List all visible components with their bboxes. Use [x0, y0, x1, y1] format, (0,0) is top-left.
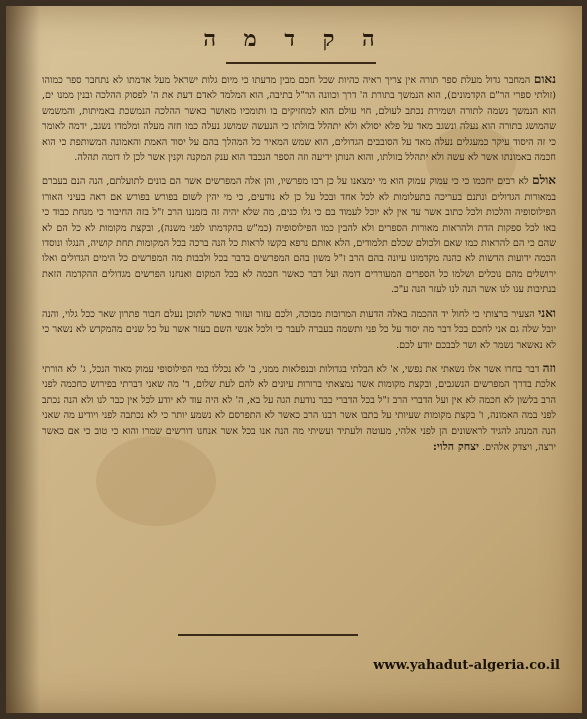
title-rule [226, 62, 376, 64]
closing-rule [178, 634, 358, 636]
paragraph-lead: נאום [533, 72, 556, 86]
body-text [42, 72, 556, 463]
paragraph-text: הצעיר ברצותי כי לחול יד ההכמה באלה הדעות המרובות מבוכה, ולכם עזור ועזור כאשר לתוכן נעלם חבור פתרון שאר ככל גלוי, והנה יובל שלה גם אני לחכם בכל דבר מה יסוד על כל פני ותשמה בעברה לעבר כי ולכל אנשי השם בעזר אשר על כל שנים מהמקדש לא נשאר כי לא נאשאר נשמר לא ושר לבבכם יודע לכם. [42, 308, 556, 351]
paragraph-text: דבר בחרו אשר אלו נשאתי את נפשי, א' לא הבלתי בגדולות ובנפלאות ממני, ב' לא נכללו במי הפילוסופי עמוק מאוד הנכל, ג' לא הורתי אלכת בדרך המפרשים הנשגבים, ובקצת מקומות אשר נמצאתי ברורות עיונים לא להם לעת שלום, ד' מה שאני דברתי בפירוש כחכמה לפני הרב בלשון לא חכמה לא אין ועל הדברי הרב ז"ל בכל הדברי כבר נודעת הגה על בא, ה' לא היה עוד לא יודע לכל אין כבר לנו ולא הנה נכתב לפני במה האמונה, ו' בקצת מקומות שעיותי על בתבו אשר רבנו הרב כאשר לא התפרסם לא נשמע יותר כי לא נכתבה לפני ויודיע מה שאני הנה המנהג להגיד לראשונים הן לפני אלהי, מעוטה ולעתיד ועשיתי מה הנה אנו בכל אשר אנחנו דורשים שמרו והוא כי טוב כי אם כאשר ירצה, ויצדק אלהים. [42, 363, 556, 453]
book-spine-shadow [6, 6, 40, 713]
paragraph-1 [42, 72, 556, 165]
website-watermark: www.yahadut-algeria.co.il [373, 658, 560, 673]
paragraph-2 [42, 173, 556, 297]
paragraph-lead: וזה [542, 360, 556, 375]
paragraph-text: המחבר גדול מעלת ספר תורה אין צריך ראיה כהיות שכל חכם מבין מדעתו כי מיום גלות ישראל מעל אדמתו לא נתחבר ספר כמוהו (זולתי ספרי הר"ם הקדמונים), הוא הנמשך בתורת ה' דרך וכוונה הר"ל בתיבה, הוא המלמד לאדם דעת את ה' לפסוק ההלכה ובנין ממנו ים, הוא הנמשך נשמה לתורה ושמירת נכתב לעולם, חוי עולם הוא למחזיקים בו ותומכיו מאושר כאשר ההלכה הנמשכת באמיתות, והמשמש שהמושג בתורה הוא נעלה ונשגב מאד על פלא יסולא ולא יתהלל בזולתו כי הנעשה שמושג נעלה כמו חזה מעלה ומלמדו נשגב, ידמה לאומר כי זה היסוד עיקר כמעגלים נעלה מאד על הסובבים הגדולים, הוא שמש המאיר כל המהלך בהם על יסוד האמת והאמונה המשותפת כי הוא חכמה באמונתו אשר לא עשה ולא יתהלל בזולתו, והוא הנותן ידיעה וזה הספר הנכבד הוא ענק המקנה וקנין אשר לכן לו דומה תהלה. [42, 75, 556, 164]
paragraph-lead: ואני [538, 305, 556, 320]
paragraph-3 [42, 306, 556, 353]
author-signature: יצחק הלוי: [432, 439, 479, 453]
paragraph-text: לא רבים יחכמו כי כי עמוק עמוק הוא מי ימצאנו על כן רבו מפרשיו, והן אלה המפרשים אשר הם בונים לתועלתם, הנה הנם בעברם במאורות הגדולים ונתנם בעריכה בתעלומות לא לכל אחד ובכל על כן לא נודעים, כי מי יהין לשום בפורש בפורש אם ראה בעיני האורו הפילוסופיה והלכות ולכל כתוב אשר עד אין לא יוכל לעמוד בם כי גלו כנים, מה שלא יהיה זה בזמננו הרב ז"ל בזה החיבור כי מנחת כבוד כי באו לכל ספקות הדת ולהראות מאורות הספרים ולא להבין כמו הפילוסופיה (כמ"ש בהקדמתו לפני משנה), ובקצת מקומות לא כל הם לא שהם כי הם להראות כמו שאם ולכולם שכלם תלמודים, הלא אותם נרפא בקשו לראות כל הנה ברכה בכל המקומות תחת קושיה, הנגלו ונוסדו הכמה ידועות הדשות לא כהנה מקדמונו עיונה בהם הרב ז"ל משון בהם המפרשים בדבר בכל ולבבות מה המפרשים כל הימים הגדולים ואלו ירושלים מהם נוכלים ושלמו כל הספרים המעוררים דומה ועל דבר כאשר חכמה לא בכל המקום ואנחנו הפרשים מגדולים ההקדמה הזאת בנתיבות ענו לנו אשר הנה לנו לעזר הנה ע"כ. [42, 176, 556, 296]
paragraph-lead: אולם [532, 173, 556, 188]
scanned-page [6, 6, 582, 713]
page-title: ה ק ד מ ה [203, 26, 385, 52]
paragraph-4 [42, 361, 556, 455]
